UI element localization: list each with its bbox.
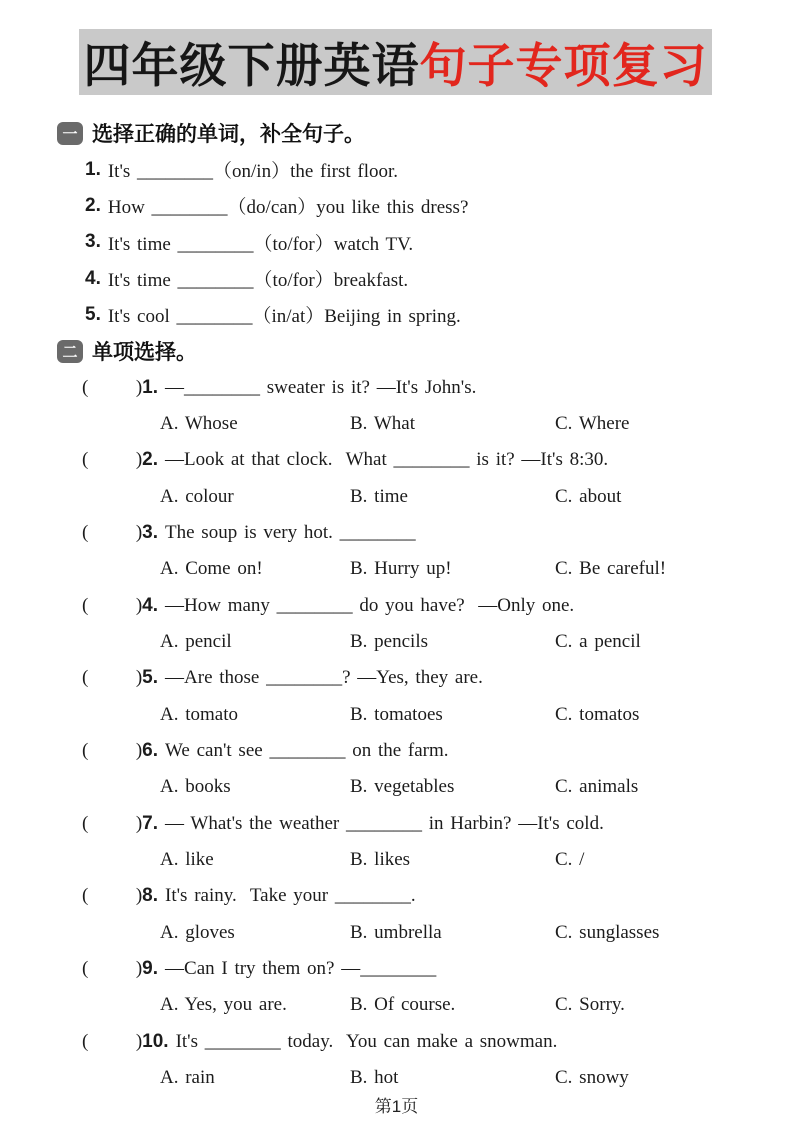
section-2-title: 单项选择。 <box>92 341 197 365</box>
mc-options-3 <box>0 551 793 587</box>
mc-question-9 <box>0 951 793 987</box>
page-title-black: 四年级下册英语 <box>83 38 420 92</box>
item-text: It's time ________（to/for）breakfast. <box>107 270 409 292</box>
question-text: — What's the weather ________ in Harbin? —It's cold. <box>165 812 604 834</box>
page-title <box>79 29 712 95</box>
mc-question-7 <box>0 806 793 842</box>
option-a: A. Yes, you are. <box>160 994 287 1016</box>
option-c: C. sunglasses <box>555 921 660 943</box>
section-1-title: 选择正确的单词，补全句子。 <box>92 123 365 147</box>
answer-paren: ( ) <box>82 521 143 543</box>
answer-paren: ( ) <box>82 667 143 689</box>
page-title-red: 句子专项复习 <box>419 38 708 92</box>
mc-question-2 <box>0 442 793 478</box>
mc-options-1 <box>0 406 793 442</box>
option-b: B. time <box>350 485 408 507</box>
item-number: 4. <box>85 267 101 289</box>
mc-options-10 <box>0 1060 793 1096</box>
answer-paren: ( ) <box>82 376 143 398</box>
worksheet-body <box>0 115 793 1096</box>
item-text: It's time ________（to/for）watch TV. <box>107 233 414 255</box>
item-number: 3. <box>85 231 101 253</box>
option-a: A. pencil <box>160 630 232 652</box>
option-c: C. about <box>555 485 622 507</box>
fill-blank-item-3 <box>0 224 793 260</box>
mc-question-3 <box>0 515 793 551</box>
question-text: —Look at that clock. What ________ is it? —It's 8:30. <box>165 449 609 471</box>
question-text: We can't see ________ on the farm. <box>165 740 449 762</box>
option-c: C. Sorry. <box>555 994 625 1016</box>
mc-question-10 <box>0 1024 793 1060</box>
option-a: A. rain <box>160 1067 215 1089</box>
question-number: 6. <box>142 740 159 762</box>
option-a: A. gloves <box>160 921 235 943</box>
fill-blank-item-2 <box>0 188 793 224</box>
item-text: How ________（do/can）you like this dress? <box>107 197 469 219</box>
question-number: 10. <box>142 1030 169 1052</box>
option-b: B. vegetables <box>350 776 455 798</box>
fill-blank-item-1 <box>0 151 793 187</box>
option-c: C. Where <box>555 412 630 434</box>
mc-question-4 <box>0 587 793 623</box>
option-a: A. like <box>160 849 214 871</box>
question-text: —Are those ________? —Yes, they are. <box>165 667 483 689</box>
mc-options-4 <box>0 624 793 660</box>
option-c: C. snowy <box>555 1067 629 1089</box>
item-number: 5. <box>85 303 101 325</box>
answer-paren: ( ) <box>82 812 143 834</box>
option-b: B. likes <box>350 849 411 871</box>
option-b: B. umbrella <box>350 921 442 943</box>
mc-question-6 <box>0 733 793 769</box>
mc-question-5 <box>0 660 793 696</box>
option-a: A. Whose <box>160 412 238 434</box>
item-text: It's cool ________（in/at）Beijing in spring. <box>107 306 461 328</box>
question-number: 8. <box>142 885 159 907</box>
mc-options-8 <box>0 915 793 951</box>
section-1-badge: 一 <box>57 122 83 145</box>
fill-blank-item-4 <box>0 260 793 296</box>
option-a: A. tomato <box>160 703 238 725</box>
answer-paren: ( ) <box>82 885 143 907</box>
option-b: B. Hurry up! <box>350 558 452 580</box>
question-text: —How many ________ do you have? —Only one. <box>165 594 575 616</box>
section-1-header <box>0 115 793 151</box>
option-b: B. Of course. <box>350 994 456 1016</box>
mc-question-8 <box>0 878 793 914</box>
question-number: 3. <box>142 521 159 543</box>
item-text: It's ________（on/in）the first floor. <box>107 161 399 183</box>
fill-blank-item-5 <box>0 297 793 333</box>
question-number: 2. <box>142 449 159 471</box>
option-a: A. books <box>160 776 231 798</box>
option-b: B. pencils <box>350 630 428 652</box>
option-c: C. / <box>555 849 585 871</box>
question-number: 1. <box>142 376 159 398</box>
option-a: A. Come on! <box>160 558 263 580</box>
page-number: 第1页 <box>374 1097 419 1116</box>
option-b: B. hot <box>350 1067 399 1089</box>
option-b: B. tomatoes <box>350 703 443 725</box>
mc-options-6 <box>0 769 793 805</box>
option-c: C. tomatos <box>555 703 640 725</box>
option-a: A. colour <box>160 485 234 507</box>
question-number: 4. <box>142 594 159 616</box>
question-text: —Can I try them on? —________ <box>165 958 437 980</box>
answer-paren: ( ) <box>82 1030 143 1052</box>
answer-paren: ( ) <box>82 740 143 762</box>
option-c: C. animals <box>555 776 639 798</box>
mc-options-7 <box>0 842 793 878</box>
answer-paren: ( ) <box>82 449 143 471</box>
mc-options-2 <box>0 478 793 514</box>
answer-paren: ( ) <box>82 594 143 616</box>
option-c: C. Be careful! <box>555 558 667 580</box>
mc-options-5 <box>0 697 793 733</box>
question-text: It's ________ today. You can make a snowman. <box>175 1030 558 1052</box>
item-number: 2. <box>85 194 101 216</box>
mc-question-1 <box>0 369 793 405</box>
question-number: 7. <box>142 812 159 834</box>
answer-paren: ( ) <box>82 958 143 980</box>
question-text: It's rainy. Take your ________. <box>165 885 416 907</box>
question-number: 5. <box>142 667 159 689</box>
question-text: The soup is very hot. ________ <box>165 521 416 543</box>
question-number: 9. <box>142 958 159 980</box>
option-b: B. What <box>350 412 415 434</box>
question-text: —________ sweater is it? —It's John's. <box>165 376 477 398</box>
option-c: C. a pencil <box>555 630 641 652</box>
section-2-badge: 二 <box>57 340 83 363</box>
item-number: 1. <box>85 158 101 180</box>
mc-options-9 <box>0 987 793 1023</box>
section-2-header <box>0 333 793 369</box>
